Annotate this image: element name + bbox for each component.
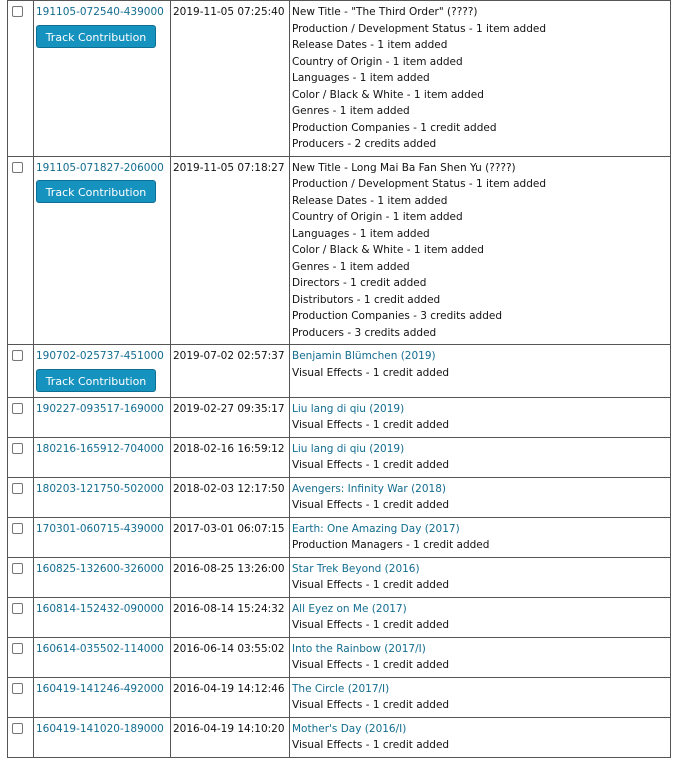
- table-row: [8, 477, 671, 517]
- select-cell: [8, 677, 34, 717]
- contribution-details-cell: [290, 345, 671, 398]
- change-item: Country of Origin - 1 item added: [292, 211, 463, 223]
- select-cell: [8, 437, 34, 477]
- contribution-details-cell: [290, 717, 671, 757]
- row-checkbox[interactable]: [12, 350, 23, 361]
- submission-id-cell: [34, 477, 171, 517]
- title-link[interactable]: All Eyez on Me (2017): [292, 602, 407, 615]
- track-contribution-button[interactable]: Track Contribution: [36, 25, 156, 48]
- title-link[interactable]: Into the Rainbow (2017/I): [292, 642, 426, 655]
- row-checkbox[interactable]: [12, 483, 23, 494]
- contribution-details-cell: [290, 677, 671, 717]
- row-checkbox[interactable]: [12, 603, 23, 614]
- change-item: Genres - 1 item added: [292, 105, 410, 117]
- submission-id-cell: [34, 597, 171, 637]
- submission-id-link[interactable]: 160419-141246-492000: [36, 682, 164, 695]
- row-checkbox[interactable]: [12, 6, 23, 17]
- title-link[interactable]: The Circle (2017/I): [292, 682, 390, 695]
- submission-date: 2019-02-27 09:35:17: [171, 397, 290, 437]
- submission-id-link[interactable]: 160614-035502-114000: [36, 642, 164, 655]
- contribution-details-cell: [290, 637, 671, 677]
- change-item: Visual Effects - 1 credit added: [292, 459, 450, 471]
- table-row: [8, 637, 671, 677]
- table-row: [8, 597, 671, 637]
- select-cell: [8, 517, 34, 557]
- submission-id-cell: [34, 397, 171, 437]
- change-item: Genres - 1 item added: [292, 260, 410, 273]
- table-row: [8, 345, 671, 398]
- track-contribution-button[interactable]: Track Contribution: [36, 369, 156, 392]
- submission-id-cell: [34, 437, 171, 477]
- submission-id-link[interactable]: 160814-152432-090000: [36, 602, 164, 615]
- row-checkbox[interactable]: [12, 643, 23, 654]
- table-row: [8, 397, 671, 437]
- table-row: [8, 1, 671, 157]
- change-item: Directors - 1 credit added: [292, 277, 427, 289]
- change-item: Release Dates - 1 item added: [292, 194, 448, 207]
- change-item: Visual Effects - 1 credit added: [292, 659, 450, 671]
- submission-id-link[interactable]: 160825-132600-326000: [36, 562, 164, 575]
- row-checkbox[interactable]: [12, 523, 23, 534]
- change-item: Distributors - 1 credit added: [292, 293, 441, 306]
- submission-date: 2016-08-25 13:26:00: [171, 557, 290, 597]
- row-checkbox[interactable]: [12, 403, 23, 414]
- row-checkbox[interactable]: [12, 723, 23, 734]
- submission-id-cell: [34, 345, 171, 398]
- change-item: Visual Effects - 1 credit added: [292, 619, 450, 631]
- change-item: Production / Development Status - 1 item added: [292, 22, 546, 35]
- change-item: Color / Black & White - 1 item added: [292, 88, 484, 101]
- submission-id-cell: [34, 637, 171, 677]
- change-item: Production Companies - 3 credits added: [292, 310, 502, 322]
- select-cell: [8, 156, 34, 345]
- title-link[interactable]: Star Trek Beyond (2016): [292, 562, 420, 575]
- submission-date: 2019-11-05 07:25:40: [171, 1, 290, 157]
- change-item: Visual Effects - 1 credit added: [292, 419, 450, 431]
- table-row: [8, 517, 671, 557]
- contribution-details-cell: [290, 597, 671, 637]
- change-item: Visual Effects - 1 credit added: [292, 366, 450, 379]
- table-row: [8, 717, 671, 757]
- submission-date: 2016-04-19 14:12:46: [171, 677, 290, 717]
- table-row: [8, 677, 671, 717]
- change-item: Visual Effects - 1 credit added: [292, 579, 450, 591]
- submission-id-cell: [34, 517, 171, 557]
- submission-id-link[interactable]: 160419-141020-189000: [36, 722, 164, 735]
- table-row: [8, 156, 671, 345]
- change-item: Visual Effects - 1 credit added: [292, 499, 450, 511]
- contribution-details-cell: [290, 1, 671, 157]
- submission-id-link[interactable]: 180203-121750-502000: [36, 482, 164, 495]
- change-item: Production / Development Status - 1 item added: [292, 178, 546, 190]
- change-item: Visual Effects - 1 credit added: [292, 739, 450, 751]
- select-cell: [8, 345, 34, 398]
- title-link[interactable]: Liu lang di qiu (2019): [292, 442, 405, 455]
- change-item: Languages - 1 item added: [292, 227, 430, 240]
- submission-id-link[interactable]: 191105-071827-206000: [36, 161, 164, 174]
- change-item: Producers - 3 credits added: [292, 326, 437, 339]
- change-item: Visual Effects - 1 credit added: [292, 699, 450, 711]
- title-link[interactable]: Liu lang di qiu (2019): [292, 402, 405, 415]
- track-contribution-button[interactable]: Track Contribution: [36, 180, 156, 203]
- table-row: [8, 437, 671, 477]
- submission-date: 2019-11-05 07:18:27: [171, 156, 290, 345]
- change-item: Release Dates - 1 item added: [292, 39, 448, 51]
- new-title-text: New Title - Long Mai Ba Fan Shen Yu (????): [292, 161, 516, 174]
- submission-id-link[interactable]: 190227-093517-169000: [36, 402, 164, 415]
- table-row: [8, 557, 671, 597]
- submission-id-link[interactable]: 170301-060715-439000: [36, 522, 164, 535]
- submission-id-link[interactable]: 191105-072540-439000: [36, 6, 164, 18]
- change-item: Languages - 1 item added: [292, 72, 430, 84]
- submission-date: 2016-04-19 14:10:20: [171, 717, 290, 757]
- submission-id-link[interactable]: 180216-165912-704000: [36, 442, 164, 455]
- select-cell: [8, 477, 34, 517]
- select-cell: [8, 557, 34, 597]
- select-cell: [8, 597, 34, 637]
- row-checkbox[interactable]: [12, 563, 23, 574]
- submission-date: 2019-07-02 02:57:37: [171, 345, 290, 398]
- change-item: Production Companies - 1 credit added: [292, 121, 497, 134]
- contribution-details-cell: [290, 397, 671, 437]
- new-title-text: New Title - "The Third Order" (????): [292, 6, 478, 18]
- change-item: Producers - 2 credits added: [292, 138, 437, 150]
- submission-date: 2016-08-14 15:24:32: [171, 597, 290, 637]
- submission-date: 2017-03-01 06:07:15: [171, 517, 290, 557]
- select-cell: [8, 637, 34, 677]
- select-cell: [8, 397, 34, 437]
- submission-id-cell: [34, 156, 171, 345]
- change-item: Color / Black & White - 1 item added: [292, 244, 484, 256]
- submission-id-cell: [34, 557, 171, 597]
- title-link[interactable]: Earth: One Amazing Day (2017): [292, 522, 460, 535]
- select-cell: [8, 717, 34, 757]
- row-checkbox[interactable]: [12, 443, 23, 454]
- submission-id-cell: [34, 677, 171, 717]
- submission-date: 2018-02-03 12:17:50: [171, 477, 290, 517]
- contribution-details-cell: [290, 156, 671, 345]
- title-link[interactable]: Benjamin Blümchen (2019): [292, 350, 436, 362]
- submission-id-cell: [34, 717, 171, 757]
- contribution-details-cell: [290, 477, 671, 517]
- contribution-details-cell: [290, 437, 671, 477]
- select-cell: [8, 1, 34, 157]
- change-item: Country of Origin - 1 item added: [292, 55, 463, 68]
- title-link[interactable]: Avengers: Infinity War (2018): [292, 482, 447, 495]
- submission-date: 2016-06-14 03:55:02: [171, 637, 290, 677]
- submission-id-cell: [34, 1, 171, 157]
- title-link[interactable]: Mother's Day (2016/I): [292, 722, 407, 735]
- row-checkbox[interactable]: [12, 683, 23, 694]
- submission-date: 2018-02-16 16:59:12: [171, 437, 290, 477]
- contribution-details-cell: [290, 517, 671, 557]
- contributions-body: [8, 1, 671, 758]
- submission-id-link[interactable]: 190702-025737-451000: [36, 350, 164, 362]
- row-checkbox[interactable]: [12, 162, 23, 173]
- contributions-table: [7, 0, 671, 758]
- change-item: Production Managers - 1 credit added: [292, 539, 490, 551]
- contribution-details-cell: [290, 557, 671, 597]
